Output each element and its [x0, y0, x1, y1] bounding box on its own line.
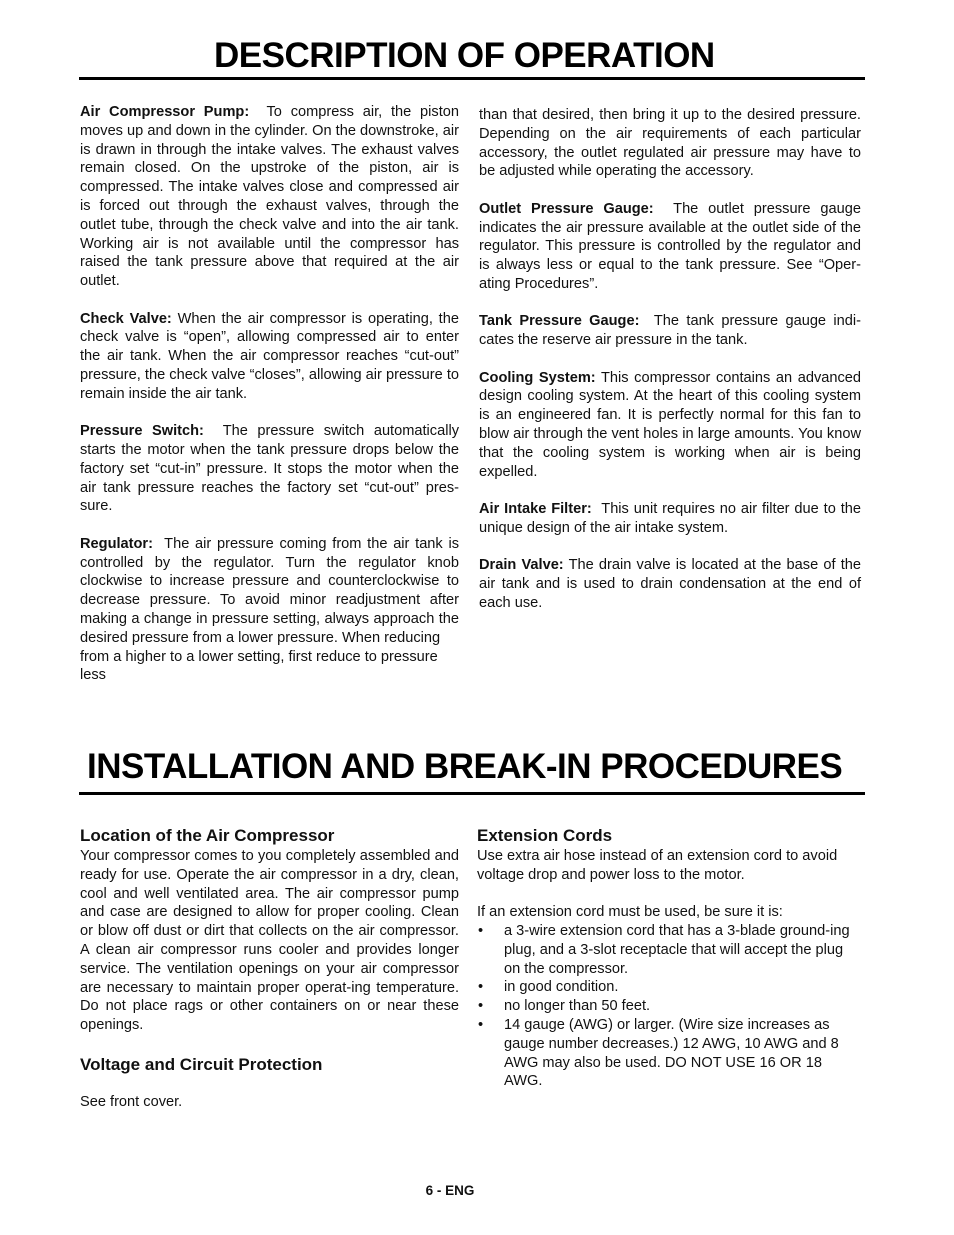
- paragraph-air-compressor-pump: [80, 103, 459, 291]
- installation-right-column: [477, 825, 861, 1091]
- bullet-icon: •: [478, 998, 484, 1015]
- label-pressure-switch: Pressure Switch:: [80, 423, 204, 440]
- paragraph-pressure-switch: [80, 422, 459, 516]
- text-air-compressor-pump: To compress air, the piston moves up and down in the cylinder. On the downstroke, air is drawn in through the intake valves. The exhaust valves remain closed. On the upstroke of the piston, air is compressed. The intake valves close and compressed air is forced out through the exhaust valves, through the outlet tube, through the check valve and into the air tank. Working air is not available until the compressor has raised the tank pressure above that required at the air outlet.: [80, 104, 459, 290]
- label-check-valve: Check Valve:: [80, 310, 172, 327]
- page-number: 6 - ENG: [425, 1183, 475, 1198]
- list-item: [477, 1016, 861, 1091]
- list-item-text: a 3-wire extension cord that has a 3-blade ground-ing plug, and a 3-slot receptacle that will accept the plug on the compressor.: [504, 922, 850, 977]
- paragraph-check-valve: [80, 310, 459, 404]
- label-air-compressor-pump: Air Compressor Pump:: [80, 104, 250, 120]
- bullet-icon: •: [478, 1016, 484, 1033]
- section-title-description-of-operation: DESCRIPTION OF OPERATION: [214, 36, 715, 75]
- text-extension-cords-intro: Use extra air hose instead of an extension cord to avoid voltage drop and power loss to the motor.: [477, 848, 838, 883]
- text-regulator: The air pressure coming from the air tank is controlled by the regulator. Turn the regulator knob clockwise to increase pressure and counterclockwise to decrease pressure. To avoid minor readjustment after making a change in pressure setting, always approach the desired pressure from a lower pressure. When reducing: [80, 535, 459, 646]
- description-right-column: [479, 106, 861, 631]
- description-left-column: [80, 103, 459, 685]
- label-air-intake-filter: Air Intake Filter:: [479, 500, 592, 517]
- text-voltage-and-circuit-protection: See front cover.: [80, 1093, 183, 1110]
- list-item-text: 14 gauge (AWG) or larger. (Wire size increases as gauge number decreases.) 12 AWG, 10 AWG and 8 AWG may also be used. DO NOT USE 16 OR 18 AWG.: [504, 1016, 839, 1090]
- text-outlet-pressure-gauge: The outlet pressure gauge indicates the air pressure available at the outlet side of the regulator. This pressure is controlled by the regulator and is always less or equal to the tank pressure. See “Oper-ating Procedures”.: [479, 200, 861, 292]
- paragraph-outlet-pressure-gauge: [479, 200, 861, 294]
- label-outlet-pressure-gauge: Outlet Pressure Gauge:: [479, 200, 654, 217]
- text-regulator-continued: from a higher to a lower setting, first reduce to pressure less: [80, 648, 438, 684]
- extension-cord-requirements-list: [477, 922, 861, 1091]
- list-item: [477, 922, 861, 978]
- paragraph-regulator: [80, 535, 459, 685]
- list-item-text: in good condition.: [504, 979, 619, 996]
- installation-left-column: [80, 825, 459, 1130]
- text-location-of-air-compressor: Your compressor comes to you completely assembled and ready for use. Operate the air compressor in a dry, clean, cool and well ventilated area. The air compressor pump and case are designed to allow for proper cooling. Clean or blow off dust or dirt that collects on the air compressor. A clean air compressor runs cooler and provides longer service. The ventilation openings on your air compressor are necessary to maintain proper operat-ing temperature. Do not place rags or other containers on or near these openings.: [80, 848, 459, 1034]
- list-item: [477, 978, 861, 997]
- label-regulator: Regulator:: [80, 535, 153, 552]
- list-item-text: no longer than 50 feet.: [504, 998, 651, 1015]
- paragraph-air-intake-filter: [479, 500, 861, 538]
- label-cooling-system: Cooling System:: [479, 369, 596, 386]
- paragraph-tank-pressure-gauge: [479, 312, 861, 350]
- regulator-main: [80, 535, 459, 648]
- paragraph-regulator-continued: than that desired, then bring it up to the desired pressure. Depending on the air requirements of each particular accessory, the outlet regulated air pressure may have to be adjusted while operating the accessory.: [479, 107, 861, 180]
- heading-extension-cords: Extension Cords: [477, 826, 613, 845]
- text-drain-valve: The drain valve is located at the base of the air tank and is used to drain condensation at the end of each use.: [479, 557, 861, 611]
- paragraph-drain-valve: [479, 556, 861, 612]
- text-air-intake-filter: This unit requires no air filter due to the unique design of the air intake system.: [479, 500, 861, 536]
- label-drain-valve: Drain Valve:: [479, 557, 564, 574]
- list-item: [477, 997, 861, 1016]
- heading-location-of-air-compressor: Location of the Air Compressor: [80, 826, 335, 845]
- text-cooling-system: This compressor contains an advanced design cooling system. At the heart of this cooling system is an engineered fan. It is perfectly normal for this fan to blow air through the vent holes in large amounts. You know that the cooling system is working when air is being expelled.: [479, 369, 862, 480]
- section-title-underline: [79, 77, 865, 80]
- label-tank-pressure-gauge: Tank Pressure Gauge:: [479, 313, 640, 330]
- text-extension-cords-condition: If an extension cord must be used, be sure it is:: [477, 904, 783, 921]
- text-check-valve: When the air compressor is operating, the check valve is “open”, allowing compressed air to enter the air tank. When the air compressor reaches “cut-out” pressure, the check valve “closes”, allowing air pressure to remain inside the air tank.: [80, 310, 459, 402]
- text-tank-pressure-gauge: The tank pressure gauge indi-cates the reserve air pressure in the tank.: [479, 313, 861, 349]
- bullet-icon: •: [478, 979, 484, 996]
- text-pressure-switch: The pressure switch automatically starts the motor when the tank pressure drops below the factory set “cut-in” pressure. It stops the motor when the air tank pressure reaches the factory set “cut-out” pres-sure.: [80, 423, 459, 515]
- section-title-installation-and-break-in: INSTALLATION AND BREAK-IN PROCEDURES: [87, 747, 843, 786]
- paragraph-cooling-system: [479, 369, 861, 482]
- bullet-icon: •: [478, 922, 484, 939]
- section-title-underline-2: [79, 792, 865, 795]
- heading-voltage-and-circuit-protection: Voltage and Circuit Protection: [80, 1054, 323, 1074]
